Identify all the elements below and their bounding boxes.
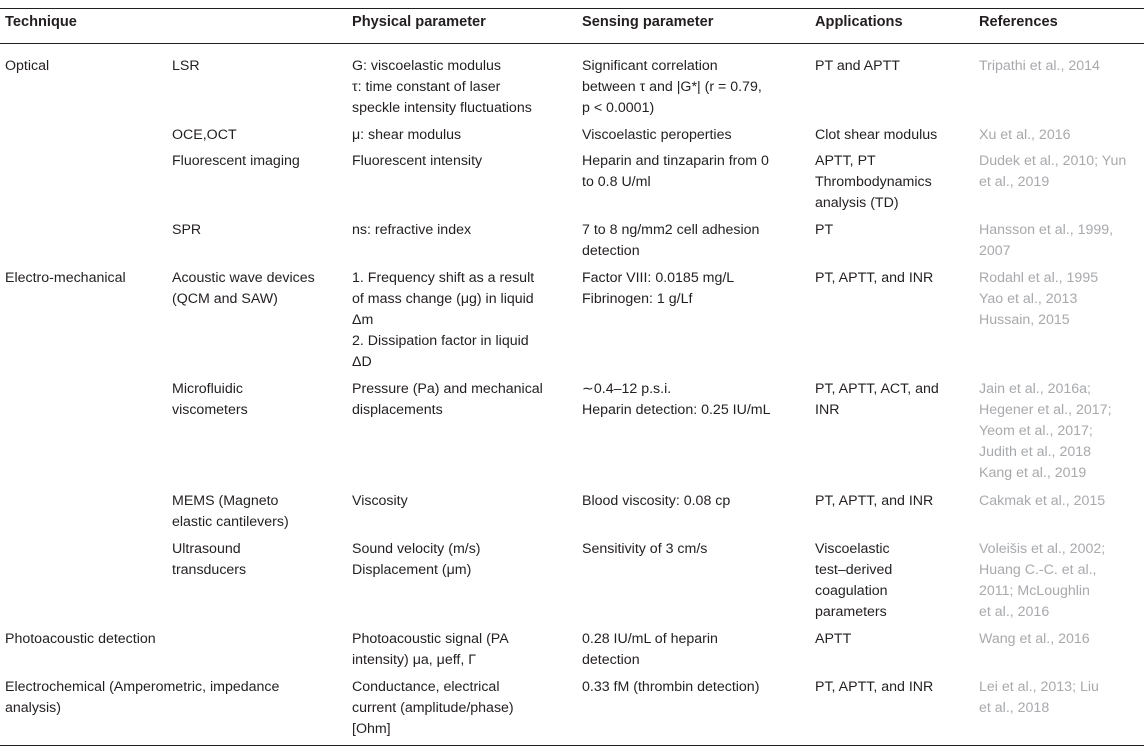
physical-cell: Conductance, electrical current (amplitude/phase) [Ohm] [352, 679, 514, 737]
subtechnique-cell: Fluorescent imaging [172, 153, 300, 169]
applications-cell: PT and APTT [815, 58, 900, 74]
technique-cell: Photoacoustic detection [5, 631, 156, 647]
physical-cell: Fluorescent intensity [352, 153, 483, 169]
sensing-cell: ∼0.4–12 p.s.i. Heparin detection: 0.25 IU/mL [582, 381, 771, 418]
subtechnique-cell: Microfluidic viscometers [172, 381, 248, 418]
physical-cell: 1. Frequency shift as a result of mass change (μg) in liquid Δm 2. Dissipation factor in liquid ΔD [352, 270, 535, 370]
applications-cell: PT [815, 222, 834, 238]
technique-cell: Optical [5, 58, 50, 74]
applications-cell: PT, APTT, and INR [815, 493, 934, 509]
physical-cell: G: viscoelastic modulus τ: time constant of laser speckle intensity fluctuations [352, 58, 532, 116]
reference-cell: Lei et al., 2013; Liu et al., 2018 [979, 679, 1099, 716]
header-rule [0, 43, 1144, 44]
sensing-cell: Factor VIII: 0.0185 mg/L Fibrinogen: 1 g/Lf [582, 270, 735, 307]
reference-cell: Voleišis et al., 2002; Huang C.-C. et al., 2011; McLoughlin et al., 2016 [979, 541, 1106, 620]
subtechnique-cell: SPR [172, 222, 202, 238]
physical-cell: Photoacoustic signal (PA intensity) μa, μeff, Γ [352, 631, 509, 668]
applications-cell: Viscoelastic test–derived coagulation parameters [815, 541, 893, 620]
header-technique: Technique [5, 14, 77, 30]
reference-cell: Dudek et al., 2010; Yun et al., 2019 [979, 153, 1127, 190]
bottom-rule [0, 745, 1144, 746]
physical-cell: Sound velocity (m/s) Displacement (μm) [352, 541, 481, 578]
reference-cell: Jain et al., 2016a; Hegener et al., 2017; Yeom et al., 2017; Judith et al., 2018 Kang et al., 2019 [979, 381, 1112, 481]
reference-cell: Cakmak et al., 2015 [979, 493, 1106, 509]
reference-cell: Rodahl et al., 1995 Yao et al., 2013 Hussain, 2015 [979, 270, 1099, 328]
physical-cell: ns: refractive index [352, 222, 472, 238]
applications-cell: PT, APTT, and INR [815, 270, 934, 286]
applications-cell: Clot shear modulus [815, 127, 938, 143]
subtechnique-cell: Acoustic wave devices (QCM and SAW) [172, 270, 315, 307]
physical-cell: Pressure (Pa) and mechanical displacements [352, 381, 543, 418]
technique-cell: Electrochemical (Amperometric, impedance analysis) [5, 679, 280, 716]
sensing-cell: Sensitivity of 3 cm/s [582, 541, 708, 557]
header-applications: Applications [815, 14, 903, 30]
header-references: References [979, 14, 1058, 30]
reference-cell: Wang et al., 2016 [979, 631, 1090, 647]
sensing-cell: 7 to 8 ng/mm2 cell adhesion detection [582, 222, 760, 259]
applications-cell: APTT, PT Thrombodynamics analysis (TD) [815, 153, 932, 211]
subtechnique-cell: LSR [172, 58, 200, 74]
sensing-cell: 0.28 IU/mL of heparin detection [582, 631, 718, 668]
applications-cell: PT, APTT, and INR [815, 679, 934, 695]
subtechnique-cell: Ultrasound transducers [172, 541, 247, 578]
reference-cell: Tripathi et al., 2014 [979, 58, 1100, 74]
physical-cell: Viscosity [352, 493, 408, 509]
sensing-cell: Significant correlation between τ and |G*| (r = 0.79, p < 0.0001) [582, 58, 762, 116]
subtechnique-cell: MEMS (Magneto elastic cantilevers) [172, 493, 289, 530]
applications-cell: PT, APTT, ACT, and INR [815, 381, 939, 418]
reference-cell: Xu et al., 2016 [979, 127, 1071, 143]
sensing-cell: Heparin and tinzaparin from 0 to 0.8 U/ml [582, 153, 769, 190]
header-sensing-parameter: Sensing parameter [582, 14, 714, 30]
subtechnique-cell: OCE,OCT [172, 127, 237, 143]
top-rule [0, 8, 1144, 9]
applications-cell: APTT [815, 631, 852, 647]
sensing-cell: Viscoelastic peroperties [582, 127, 732, 143]
technique-cell: Electro-mechanical [5, 270, 126, 286]
header-physical-parameter: Physical parameter [352, 14, 486, 30]
physical-cell: μ: shear modulus [352, 127, 462, 143]
sensing-cell: Blood viscosity: 0.08 cp [582, 493, 731, 509]
reference-cell: Hansson et al., 1999, 2007 [979, 222, 1114, 259]
sensing-cell: 0.33 fM (thrombin detection) [582, 679, 760, 695]
